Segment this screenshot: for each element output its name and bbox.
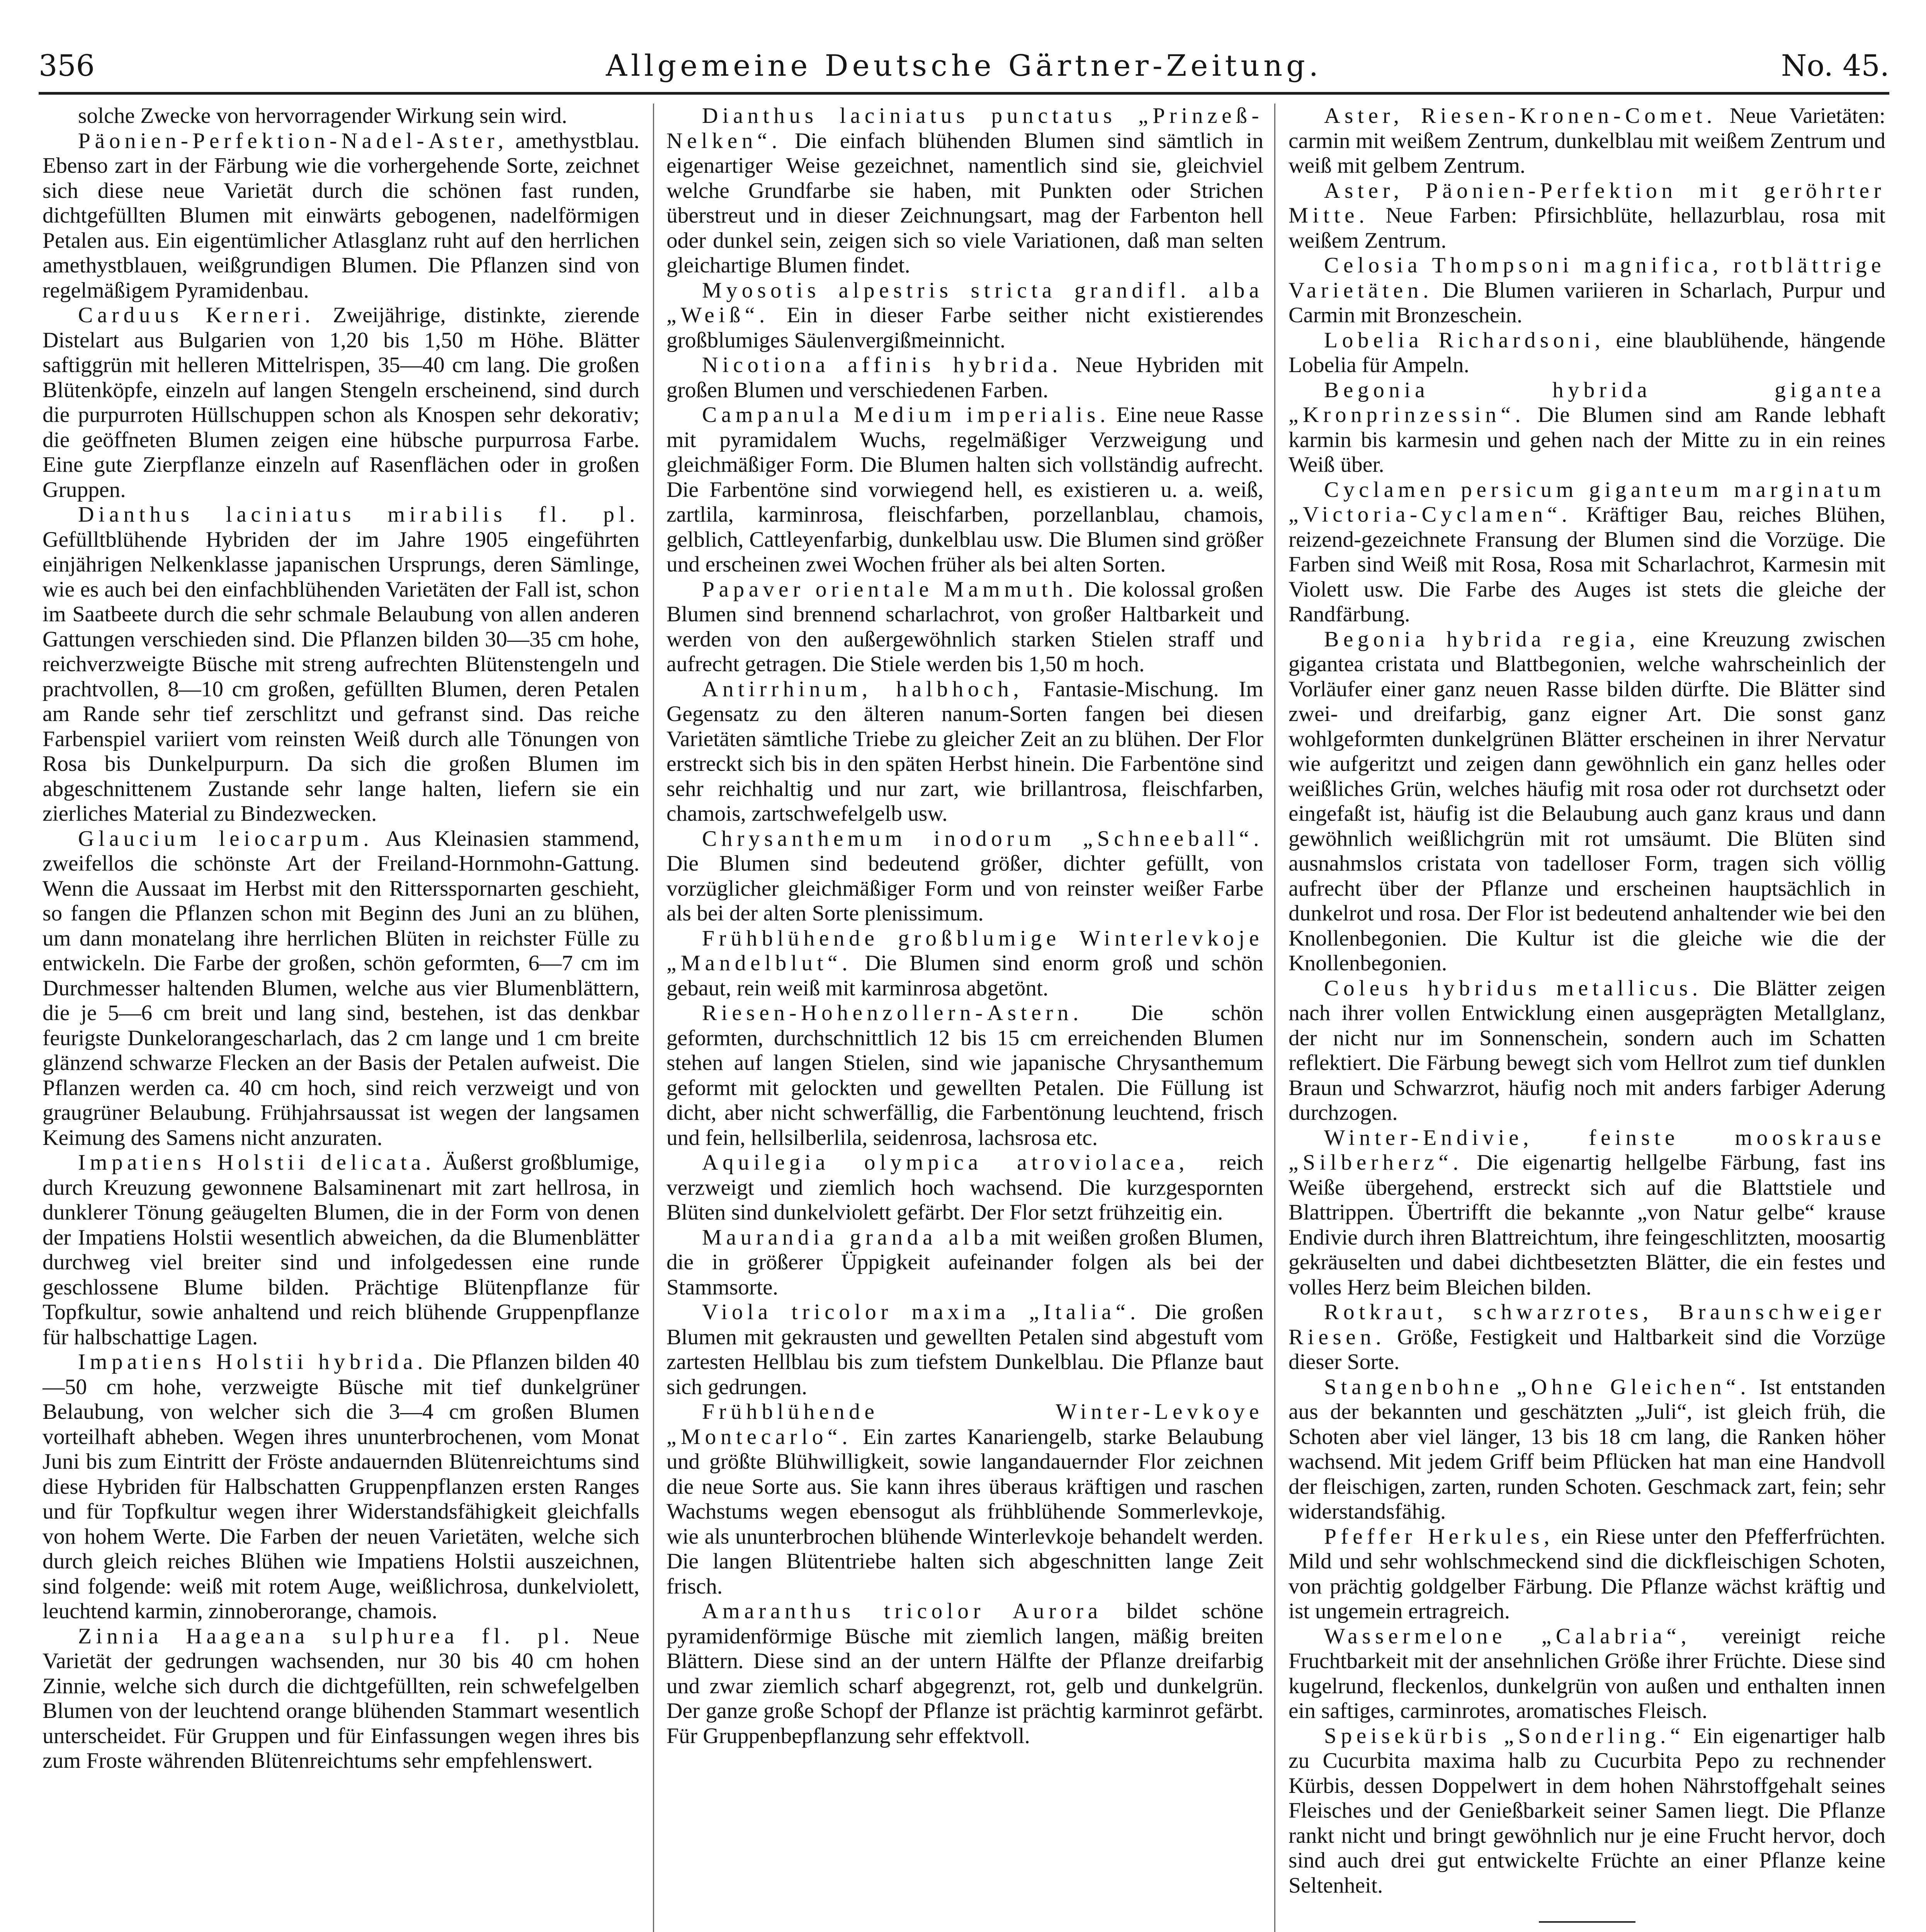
- article-entry: [42, 827, 639, 1151]
- entry-title: Aquilegia olympica atroviolacea,: [702, 1150, 1189, 1175]
- entry-title: Stangenbohne „Ohne Gleichen“.: [1324, 1374, 1751, 1399]
- entry-body: vereinigt reiche Fruchtbarkeit mit der ansehnlichen Größe ihrer Früchte. Diese sind kugelrund, fleckenlos, dunkelgrün von außen und enthalten innen ein saftiges, carminrotes, aromatisches Fleisch.: [1289, 1624, 1885, 1723]
- entry-body: eine Kreuzung zwischen gigantea cristata und Blattbegonien, welche wahrscheinlich der Vorläufer einer ganz neuen Rasse bilden dürfte. Die Blätter sind zwei- und dreifarbig, ganz eigner Art. Die sonst ganz wohlgeformten dunkelgrünen Blätter erscheinen in ihrer Nervatur wie aufgeritzt und zeigen dann gewöhnlich ein ganz helles oder weißliches Grün, welches häufig mit rosa oder rot durchsetzt oder eingefaßt ist, häufig ist die Belaubung auch ganz kraus und dann gewöhnlich weißlichgrün mit rot umsäumt. Die Blüten sind ausnahmslos cristata von tadelloser Form, tragen sich völlig aufrecht über der Pflanze und erscheinen hauptsächlich in dunkelrot und rosa. Der Flor ist bedeutend anhaltender wie bei den Knollenbegonien. Die Kultur ist die gleiche wie die der Knollenbegonien.: [1289, 627, 1885, 975]
- entry-title: Aster, Päonien-Perfektion mit geröhrter Mitte.: [1289, 178, 1885, 228]
- page-number: 356: [39, 48, 95, 83]
- article-entry: [666, 278, 1263, 353]
- article-entry: [1289, 378, 1885, 478]
- article-entry: [1289, 253, 1885, 328]
- entry-body: Die Blätter zeigen nach ihrer vollen Entwicklung einen ausgeprägten Metallglanz, der nicht nur im Sonnenschein, sondern auch im Schatten reflektiert. Die Färbung bewegt sich vom Hellrot zum tief dunklen Braun und Schwarzrot, häufig noch mit anders farbiger Aderung durchzogen.: [1289, 976, 1885, 1125]
- entry-title: Pfeffer Herkules,: [1324, 1524, 1554, 1549]
- entry-body: Ein eigenartiger halb zu Cucurbita maxima halb zu Cucurbita Pepo zu rechnender Kürbis, dessen Doppelwert in dem hohen Nährstoffgehalt seines Fleisches und der Genießbarkeit seiner Samen liegt. Die Pflanze rankt nicht und bringt gewöhnlich nur je eine Frucht hervor, doch sind auch drei gut entwickelte Früchte an einer Pflanze keine Seltenheit.: [1289, 1723, 1885, 1898]
- entry-title: Frühblühende großblumige Winterlevkoje „Mandelblut“.: [666, 926, 1263, 975]
- entry-body: Kräftiger Bau, reiches Blühen, reizend-gezeichnete Fransung der Blumen sind die Vorzüge. Die Farben sind Weiß mit Rosa, Rosa mit Scharlachrot, Karmesin mit Violett usw. Die Farbe des Auges ist stets die gleiche der Randfärbung.: [1289, 502, 1885, 626]
- entry-title: Glaucium leiocarpum.: [78, 826, 374, 851]
- entry-title: Campanula Medium imperialis.: [702, 403, 1110, 427]
- article-entry: [1289, 328, 1885, 378]
- entry-body: Ein in dieser Farbe seither nicht existierendes großblumiges Säulenvergißmeinnicht.: [666, 303, 1263, 352]
- entry-body: Die kolossal großen Blumen sind brennend scharlachrot, von großer Haltbarkeit und werden von den außergewöhnlich starken Stielen straff und aufrecht getragen. Die Stiele werden bis 1,50 m hoch.: [666, 577, 1263, 676]
- entry-title: Winter-Endivie, feinste mooskrause „Silberherz“.: [1289, 1125, 1885, 1175]
- entry-title: Dianthus laciniatus mirabilis fl. pl.: [78, 502, 639, 527]
- entry-body: Die schön geformten, durchschnittlich 12 bis 15 cm erreichenden Blumen stehen auf langen Stielen, sind wie japanische Chrysanthemum geformt mit gelockten und gewellten Petalen. Die Füllung ist dicht, aber nicht schwerfällig, die Farbentönung leuchtend, frisch und fein, hellsilberlila, seidenrosa, lachsrosa etc.: [666, 1001, 1263, 1150]
- article-entry: [1289, 1375, 1885, 1524]
- entry-body: Größe, Festigkeit und Haltbarkeit sind die Vorzüge dieser Sorte.: [1289, 1325, 1885, 1374]
- article-entry: [1289, 1524, 1885, 1624]
- text-column-left: [42, 104, 639, 1932]
- article-entry: [666, 677, 1263, 827]
- entry-title: Aster, Riesen-Kronen-Comet.: [1324, 104, 1717, 128]
- entry-title: Viola tricolor maxima „Italia“.: [702, 1300, 1140, 1324]
- entry-body: Gefülltblühende Hybriden der im Jahre 1905 eingeführten einjährigen Nelkenklasse japanischen Ursprungs, deren Sämlinge, wie es auch bei den einfachblühenden Varietäten der Fall ist, schon im Saatbeete durch die sehr schmale Belaubung von allen anderen Gattungen verschieden sind. Die Pflanzen bilden 30—35 cm hohe, reichverzweigte Büsche mit streng aufrechten Blütenstengeln und prachtvollen, 8—10 cm großen, gefüllten Blumen, deren Petalen am Rande sehr tief zerschlitzt und gefranst sind. Das reiche Farbenspiel variiert vom reinsten Weiß durch alle Tönungen von Rosa bis Dunkelpurpurn. Da sich die großen Blumen im abgeschnittenem Zustande sehr lange halten, liefern sie ein zierliches Material zu Bindezwecken.: [42, 527, 639, 826]
- journal-title: Allgemeine Deutsche Gärtner-Zeitung.: [606, 48, 1322, 83]
- entry-title: Carduus Kerneri.: [78, 303, 315, 327]
- entry-body: Die einfach blühenden Blumen sind sämtlich in eigenartiger Weise gezeichnet, namentlich sind sie, gleichviel welche Grundfarbe sie haben, mit Punkten oder Strichen überstreut und in dieser Zeichnungsart, mag der Farbenton hell oder dunkel sein, zeigen sich so viele Variationen, daß man selten gleichartige Blumen findet.: [666, 128, 1263, 277]
- header-rule: [39, 92, 1889, 95]
- entry-title: Coleus hybridus metallicus.: [1324, 976, 1702, 1000]
- entry-body: amethystblau. Ebenso zart in der Färbung wie die vorhergehende Sorte, zeichnet sich diese neue Varietät durch die schönen fast runden, dichtgefüllten Blumen mit einwärts gebogenen, nadelförmigen Petalen aus. Ein eigentümlicher Atlasglanz ruht auf den herrlichen amethystblauen, weißgrundigen Blumen. Die Pflanzen sind von regelmäßigem Pyramidenbau.: [42, 128, 639, 303]
- entry-title: Impatiens Holstii delicata.: [78, 1150, 435, 1175]
- entry-body: Zweijährige, distinkte, zierende Distelart aus Bulgarien von 1,20 bis 1,50 m Höhe. Blätter saftiggrün mit helleren Mittelrispen, 35—40 cm lang. Die großen Blütenköpfe, einzeln auf langen Stengeln erscheinend, sind durch die purpurroten Hüllschuppen schon als Knospen sehr dekorativ; die geöffneten Blumen zeigen eine hübsche purpurrosa Farbe. Eine gute Zierpflanze einzeln auf Rasenflächen oder in großen Gruppen.: [42, 303, 639, 502]
- text-column-right: [1289, 104, 1885, 1932]
- end-rule: [1539, 1921, 1635, 1923]
- entry-title: Rotkraut, schwarzrotes, Braunschweiger Riesen.: [1289, 1300, 1885, 1349]
- entry-title: Chrysanthemum inodorum „Schneeball“.: [702, 826, 1263, 851]
- entry-body: reich verzweigt und ziemlich hoch wachsend. Die kurzgespornten Blüten sind dunkelviolett gefärbt. Der Flor setzt frühzeitig ein.: [666, 1150, 1263, 1225]
- article-entry: [42, 1624, 639, 1774]
- entry-body: Neue Varietät der gedrungen wachsenden, nur 30 bis 40 cm hohen Zinnie, welche sich durch die dichtgefüllten, rein schwefelgelben Blumen von der leuchtend orange blühenden Stammart wesentlich unterscheidet. Für Gruppen und für Einfassungen wegen ihres bis zum Froste währenden Blütenreichtums sehr empfehlenswert.: [42, 1624, 639, 1773]
- entry-title: Lobelia Richardsoni,: [1324, 328, 1605, 352]
- entry-body: ein Riese unter den Pfefferfrüchten. Mild und sehr wohlschmeckend sind die dickfleischigen Schoten, von prächtig goldgelber Färbung. Die Pflanze wächst kräftig und ist ungemein ertragreich.: [1289, 1524, 1885, 1623]
- entry-body: Ist entstanden aus der bekannten und geschätzten „Juli“, ist gleich früh, die Schoten aber viel länger, 13 bis 18 cm lang, die Ranken höher wachsend. Mit jedem Griff beim Pflücken hat man eine Handvoll der fleischigen, zarten, runden Schoten. Geschmack zart, fein; sehr widerstandsfähig.: [1289, 1374, 1885, 1524]
- entry-title: Begonia hybrida regia,: [1324, 627, 1640, 651]
- entry-title: Begonia hybrida gigantea „Kronprinzessin“.: [1289, 378, 1885, 427]
- entry-title: Dianthus laciniatus punctatus „Prinzeß-Nelken“.: [666, 104, 1263, 153]
- entry-body: Ein zartes Kanariengelb, starke Belaubung und größte Blühwilligkeit, sowie langandauernder Flor zeichnen die neue Sorte aus. Sie kann ihres überaus kräftigen und raschen Wachstums wegen ebensogut als frühblühende Sommerlevkoje, wie als ununterbrochen blühende Winterlevkoje behandelt werden. Die langen Blütentriebe halten sich abgeschnitten lange Zeit frisch.: [666, 1424, 1263, 1599]
- entry-body: Neue Farben: Pfirsichblüte, hellazurblau, rosa mit weißem Zentrum.: [1289, 203, 1885, 253]
- text-column-middle: [666, 104, 1263, 1932]
- entry-body: Die Blumen sind am Rande lebhaft karmin bis karmesin und gehen nach der Mitte zu in ein reines Weiß über.: [1289, 403, 1885, 477]
- entry-body: solche Zwecke von hervorragender Wirkung sein wird.: [78, 104, 567, 128]
- entry-body: Die Blumen sind enorm groß und schön gebaut, rein weiß mit karminrosa abgetönt.: [666, 951, 1263, 1000]
- entry-title: Myosotis alpestris stricta grandifl. alba „Weiß“.: [666, 278, 1263, 327]
- entry-body: mit weißen großen Blumen, die in größerer Üppigkeit aufeinander folgen als bei der Stammsorte.: [666, 1225, 1263, 1299]
- article-entry: [666, 827, 1263, 926]
- column-divider: [1274, 104, 1275, 1932]
- entry-title: Impatiens Holstii hybrida.: [78, 1350, 428, 1374]
- article-entry: [42, 502, 639, 827]
- issue-number: No. 45.: [1781, 48, 1889, 83]
- entry-body: Die Blumen variieren in Scharlach, Purpur und Carmin mit Bronzeschein.: [1289, 278, 1885, 327]
- entry-title: Riesen-Hohenzollern-Astern.: [702, 1001, 1083, 1025]
- article-entry: [666, 353, 1263, 403]
- entry-body: Neue Hybriden mit großen Blumen und verschiedenen Farben.: [666, 353, 1263, 402]
- entry-title: Frühblühende Winter-Levkoye „Montecarlo“.: [666, 1400, 1263, 1449]
- entry-title: Maurandia granda alba: [702, 1225, 1003, 1250]
- article-entry: [666, 577, 1263, 677]
- entry-title: Nicotiona affinis hybrida.: [702, 353, 1062, 377]
- entry-body: Die großen Blumen mit gekrausten und gewellten Petalen sind abgestuft vom zartesten Hellblau bis zum tiefstem Dunkelblau. Die Pflanze baut sich gedrungen.: [666, 1300, 1263, 1399]
- entry-body: bildet schöne pyramidenförmige Büsche mit ziemlich langen, mäßig breiten Blättern. Diese sind an der untern Hälfte der Pflanze dreifarbig und zwar ziemlich scharf abgegrenzt, rot, gelb und dunkelgrün. Der ganze große Schopf der Pflanze ist prächtig karminrot gefärbt. Für Gruppenbepflanzung sehr effektvoll.: [666, 1599, 1263, 1748]
- article-entry: [666, 1599, 1263, 1748]
- entry-title: Zinnia Haageana sulphurea fl. pl.: [78, 1624, 574, 1648]
- article-entry: [1289, 976, 1885, 1126]
- entry-body: Die Blumen sind bedeutend größer, dichter gefüllt, von vorzüglicher gleichmäßiger Form und von reinster weißer Farbe als bei der alten Sorte plenissimum.: [666, 851, 1263, 925]
- entry-title: Celosia Thompsoni magnifica, rotblättrige Varietäten.: [1289, 253, 1885, 303]
- entry-title: Antirrhinum, halbhoch,: [702, 677, 1023, 701]
- article-entry: [1289, 104, 1885, 179]
- article-entry: [42, 104, 639, 129]
- entry-body: Die eigenartig hellgelbe Färbung, fast ins Weiße übergehend, erstreckt sich auf die Blattstiele und Blattrippen. Übertrifft die bekannte „von Natur gelbe“ krause Endivie durch ihren Blattreichtum, ihre feingeschlitzten, moosartig gekräuselten und dabei dichtbesetzten Blätter, die ein festes und volles Herz beim Bleichen bilden.: [1289, 1150, 1885, 1299]
- article-entry: [1289, 1724, 1885, 1898]
- entry-title: Amaranthus tricolor Aurora: [702, 1599, 1102, 1623]
- article-entry: [1289, 478, 1885, 627]
- article-entry: [42, 129, 639, 303]
- entry-body: Fantasie-Mischung. Im Gegensatz zu den älteren nanum-Sorten fangen bei diesen Varietäten sämtliche Triebe zu gleicher Zeit an zu blühen. Der Flor erstreckt sich bis in den späten Herbst hinein. Die Farbentöne sind sehr reichhaltig und nur zart, wie brillantrosa, fleischfarben, chamois, zartschwefelgelb usw.: [666, 677, 1263, 826]
- article-entry: [666, 1150, 1263, 1225]
- article-entry: [666, 926, 1263, 1001]
- entry-title: Wassermelone „Calabria“,: [1324, 1624, 1691, 1648]
- article-entry: [42, 1350, 639, 1624]
- article-entry: [1289, 1624, 1885, 1724]
- entry-body: eine blaublühende, hängende Lobelia für Ampeln.: [1289, 328, 1885, 377]
- entry-body: Neue Varietäten: carmin mit weißem Zentrum, dunkelblau mit weißem Zentrum und weiß mit gelbem Zentrum.: [1289, 104, 1885, 178]
- entry-body: Die Pflanzen bilden 40—50 cm hohe, verzweigte Büsche mit tief dunkelgrüner Belaubung, von welcher sich die 3—4 cm großen Blumen vorteilhaft abheben. Wegen ihres ununterbrochenen, vom Monat Juni bis zum Eintritt der Fröste andauernden Blütenreichtums sind diese Hybriden für Halbschatten Gruppenpflanzen ersten Ranges und für Topfkultur wegen ihrer Widerstandsfähigkeit gleichfalls von hohem Werte. Die Farben der neuen Varietäten, welche sich durch gleich reiches Blühen wie Impatiens Holstii auszeichnen, sind folgende: weiß mit rotem Auge, weißlichrosa, dunkelviolett, leuchtend karmin, zinnoberorange, chamois.: [42, 1350, 639, 1623]
- entry-title: Speisekürbis „Sonderling.“: [1324, 1723, 1685, 1748]
- article-entry: [1289, 1126, 1885, 1300]
- article-entry: [42, 303, 639, 502]
- article-entry: [666, 104, 1263, 278]
- article-entry: [666, 1225, 1263, 1300]
- article-entry: [42, 1150, 639, 1350]
- entry-title: Päonien-Perfektion-Nadel-Aster,: [78, 128, 508, 153]
- entry-body: Äußerst großblumige, durch Kreuzung gewonnene Balsaminenart mit zart hellrosa, in dunklerer Tönung geäugelten Blumen, die in der Form von denen der Impatiens Holstii wesentlich abweichen, da die Blumenblätter durchweg viel breiter sind und infolgedessen eine runde geschlossene Blume bilden. Prächtige Blütenpflanze für Topfkultur, sowie anhaltend und reich blühende Gruppenpflanze für halbschattige Lagen.: [42, 1150, 639, 1349]
- entry-title: Papaver orientale Mammuth.: [702, 577, 1078, 602]
- article-entry: [666, 1300, 1263, 1400]
- article-entry: [666, 1400, 1263, 1599]
- article-entry: [1289, 627, 1885, 976]
- article-entry: [666, 403, 1263, 577]
- article-entry: [1289, 1300, 1885, 1375]
- page-header: [39, 46, 1889, 85]
- entry-title: Cyclamen persicum giganteum marginatum „Victoria-Cyclamen“.: [1289, 477, 1885, 527]
- entry-body: Eine neue Rasse mit pyramidalem Wuchs, regelmäßiger Verzweigung und gleichmäßiger Form. Die Blumen halten sich vollständig aufrecht. Die Farbentöne sind vorwiegend hell, es existieren u. a. weiß, zartlila, karminrosa, fleischfarben, porzellanblau, chamois, gelblich, Cattleyenfarbig, dunkelblau usw. Die Blumen sind größer und erscheinen zwei Wochen früher als bei alten Sorten.: [666, 403, 1263, 577]
- column-divider: [653, 104, 654, 1932]
- article-entry: [1289, 179, 1885, 253]
- entry-body: Aus Kleinasien stammend, zweifellos die schönste Art der Freiland-Hornmohn-Gattung. Wenn die Aussaat im Herbst mit den Rittersspornarten geschieht, so fangen die Pflanzen schon mit Beginn des Juni an zu blühen, um dann monatelang ihre herrlichen Blüten in reichster Fülle zu entwickeln. Die Farbe der großen, schön geformten, 6—7 cm im Durchmesser haltenden Blumen, welche aus vier Blumenblättern, die je 5—6 cm breit und lang sind, bestehen, ist das denkbar feurigste Dunkelorangescharlach, das 2 cm lange und 1 cm breite glänzend schwarze Flecken an der Basis der Petalen aufweist. Die Pflanzen werden ca. 40 cm hoch, sind reich verzweigt und von graugrüner Belaubung. Frühjahrsaussat ist wegen der langsamen Keimung des Samens nicht anzuraten.: [42, 826, 639, 1150]
- article-entry: [666, 1001, 1263, 1150]
